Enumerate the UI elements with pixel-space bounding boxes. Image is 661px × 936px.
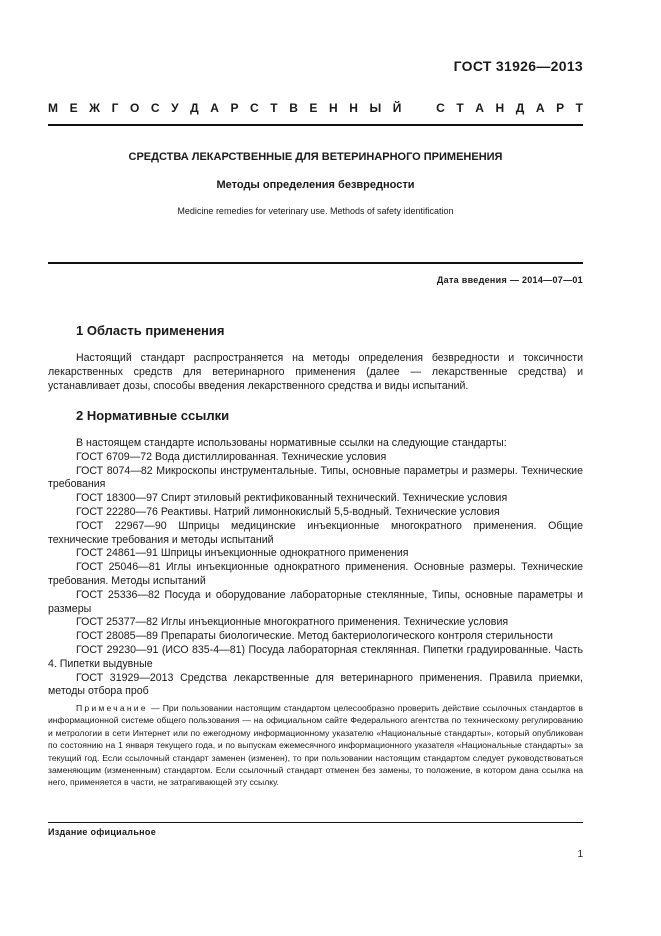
footer-rule bbox=[48, 822, 583, 823]
title-rule bbox=[48, 262, 583, 264]
banner-letter: С bbox=[250, 101, 259, 115]
section-1-body bbox=[48, 352, 583, 393]
reference-item: ГОСТ 24861—91 Шприцы инъекционные однократного применения bbox=[76, 547, 409, 560]
banner-letter: Е bbox=[309, 101, 318, 115]
banner-letter: С bbox=[150, 101, 160, 115]
banner-letter: У bbox=[171, 101, 179, 115]
reference-item: ГОСТ 25336—82 Посуда и оборудование лабораторные стеклянные, Типы, основные параметры и размеры bbox=[48, 588, 583, 615]
banner-letter: Т bbox=[575, 101, 583, 115]
reference-item: ГОСТ 18300—97 Спирт этиловый ректификованный технический. Технические условия bbox=[76, 492, 508, 505]
banner-letter: В bbox=[289, 101, 298, 115]
header-rule bbox=[48, 124, 583, 126]
banner-letter: Р bbox=[230, 101, 239, 115]
reference-item: ГОСТ 22967—90 Шприцы медицинские инъекционные многократного применения. Общие технические требования и методы испытаний bbox=[48, 519, 583, 546]
reference-item: ГОСТ 6709—72 Вода дистиллированная. Технические условия bbox=[76, 450, 387, 463]
normative-references bbox=[48, 437, 583, 699]
document-title: СРЕДСТВА ЛЕКАРСТВЕННЫЕ ДЛЯ ВЕТЕРИНАРНОГО ПРИМЕНЕНИЯ bbox=[128, 151, 503, 163]
reference-item: ГОСТ 22280—76 Реактивы. Натрий лимоннокислый 5,5-водный. Технические условия bbox=[76, 505, 500, 518]
reference-item: ГОСТ 8074—82 Микроскопы инструментальные. Типы, основные параметры и размеры. Технические требования bbox=[48, 464, 583, 491]
banner-letter: А bbox=[475, 101, 484, 115]
banner-letter: Д bbox=[515, 101, 525, 115]
banner-letter: Е bbox=[69, 101, 78, 115]
reference-item: ГОСТ 31929—2013 Средства лекарственные для ветеринарного применения. Правила приемки, методы отбора проб bbox=[48, 671, 583, 698]
banner-letter: С bbox=[436, 101, 445, 115]
banner-letter: Н bbox=[329, 101, 338, 115]
introduction-date: Дата введения — 2014—07—01 bbox=[436, 275, 583, 285]
page-number: 1 bbox=[577, 849, 583, 860]
document-subtitle: Методы определения безвредности bbox=[216, 179, 415, 191]
banner-letter: О bbox=[129, 101, 140, 115]
banner-letter: М bbox=[48, 101, 58, 115]
reference-item: ГОСТ 29230—91 (ИСО 835-4—81) Посуда лабораторная стеклянная. Пипетки градуированные. Часть 4. Пипетки выдувные bbox=[48, 643, 583, 670]
banner-letter: Р bbox=[556, 101, 565, 115]
references-intro: В настоящем стандарте использованы нормативные ссылки на следующие стандарты: bbox=[76, 437, 507, 449]
note-text: — При пользовании настоящим стандартом целесообразно проверить действие ссылочных стандартов в информационной системе общего пользования — на официальном сайте Федерального агентства по техническому регулированию и метрологии в сети Интернет или по ежегодному информационному указателю «Национальные стандарты», который опубликован по состоянию на 1 января текущего года, и по выпускам ежемесячного информационного указателя «Национальные стандарты» за текущий год. Если ссылочный стандарт заменен (изменен), то при пользовании настоящим стандартом следует руководствоваться заменяющим (измененным) стандартом. Если ссылочный стандарт отменен без замены, то положение, в котором дана ссылка на него, применяется в части, не затрагивающей эту ссылку. bbox=[48, 703, 583, 788]
note-label: Примечание bbox=[76, 703, 148, 713]
banner-letter: Т bbox=[456, 101, 464, 115]
banner-letter: Г bbox=[111, 101, 119, 115]
interstate-standard-banner bbox=[48, 101, 583, 115]
official-edition-label: Издание официальное bbox=[48, 827, 157, 837]
english-title: Medicine remedies for veterinary use. Methods of safety identification bbox=[177, 206, 454, 216]
section-1-heading: 1 Область применения bbox=[76, 323, 225, 338]
banner-letter: А bbox=[210, 101, 219, 115]
banner-letter: Й bbox=[392, 101, 402, 115]
banner-letter: Ы bbox=[369, 101, 382, 115]
banner-letter: Н bbox=[349, 101, 358, 115]
gost-number: ГОСТ 31926—2013 bbox=[453, 58, 583, 74]
section-1-paragraph: Настоящий стандарт распространяется на методы определения безвредности и токсичности лекарственных средств для ветеринарного применения (далее — лекарственные средства) и устанавливает дозы, способы введения лекарственного средства и виды испытаний. bbox=[48, 352, 583, 392]
section-2-heading: 2 Нормативные ссылки bbox=[76, 408, 230, 423]
banner-letter: Н bbox=[495, 101, 505, 115]
banner-letter: Д bbox=[190, 101, 199, 115]
reference-item: ГОСТ 28085—89 Препараты биологические. Метод бактериологического контроля стерильности bbox=[76, 630, 553, 643]
banner-letter: А bbox=[535, 101, 545, 115]
banner-letter: Т bbox=[270, 101, 278, 115]
note-block bbox=[48, 702, 583, 789]
banner-letter: Ж bbox=[89, 101, 100, 115]
reference-item: ГОСТ 25377—82 Иглы инъекционные многократного применения. Технические условия bbox=[76, 616, 509, 629]
reference-item: ГОСТ 25046—81 Иглы инъекционные однократного применения. Основные размеры. Технические требования. Методы испытаний bbox=[48, 561, 583, 587]
